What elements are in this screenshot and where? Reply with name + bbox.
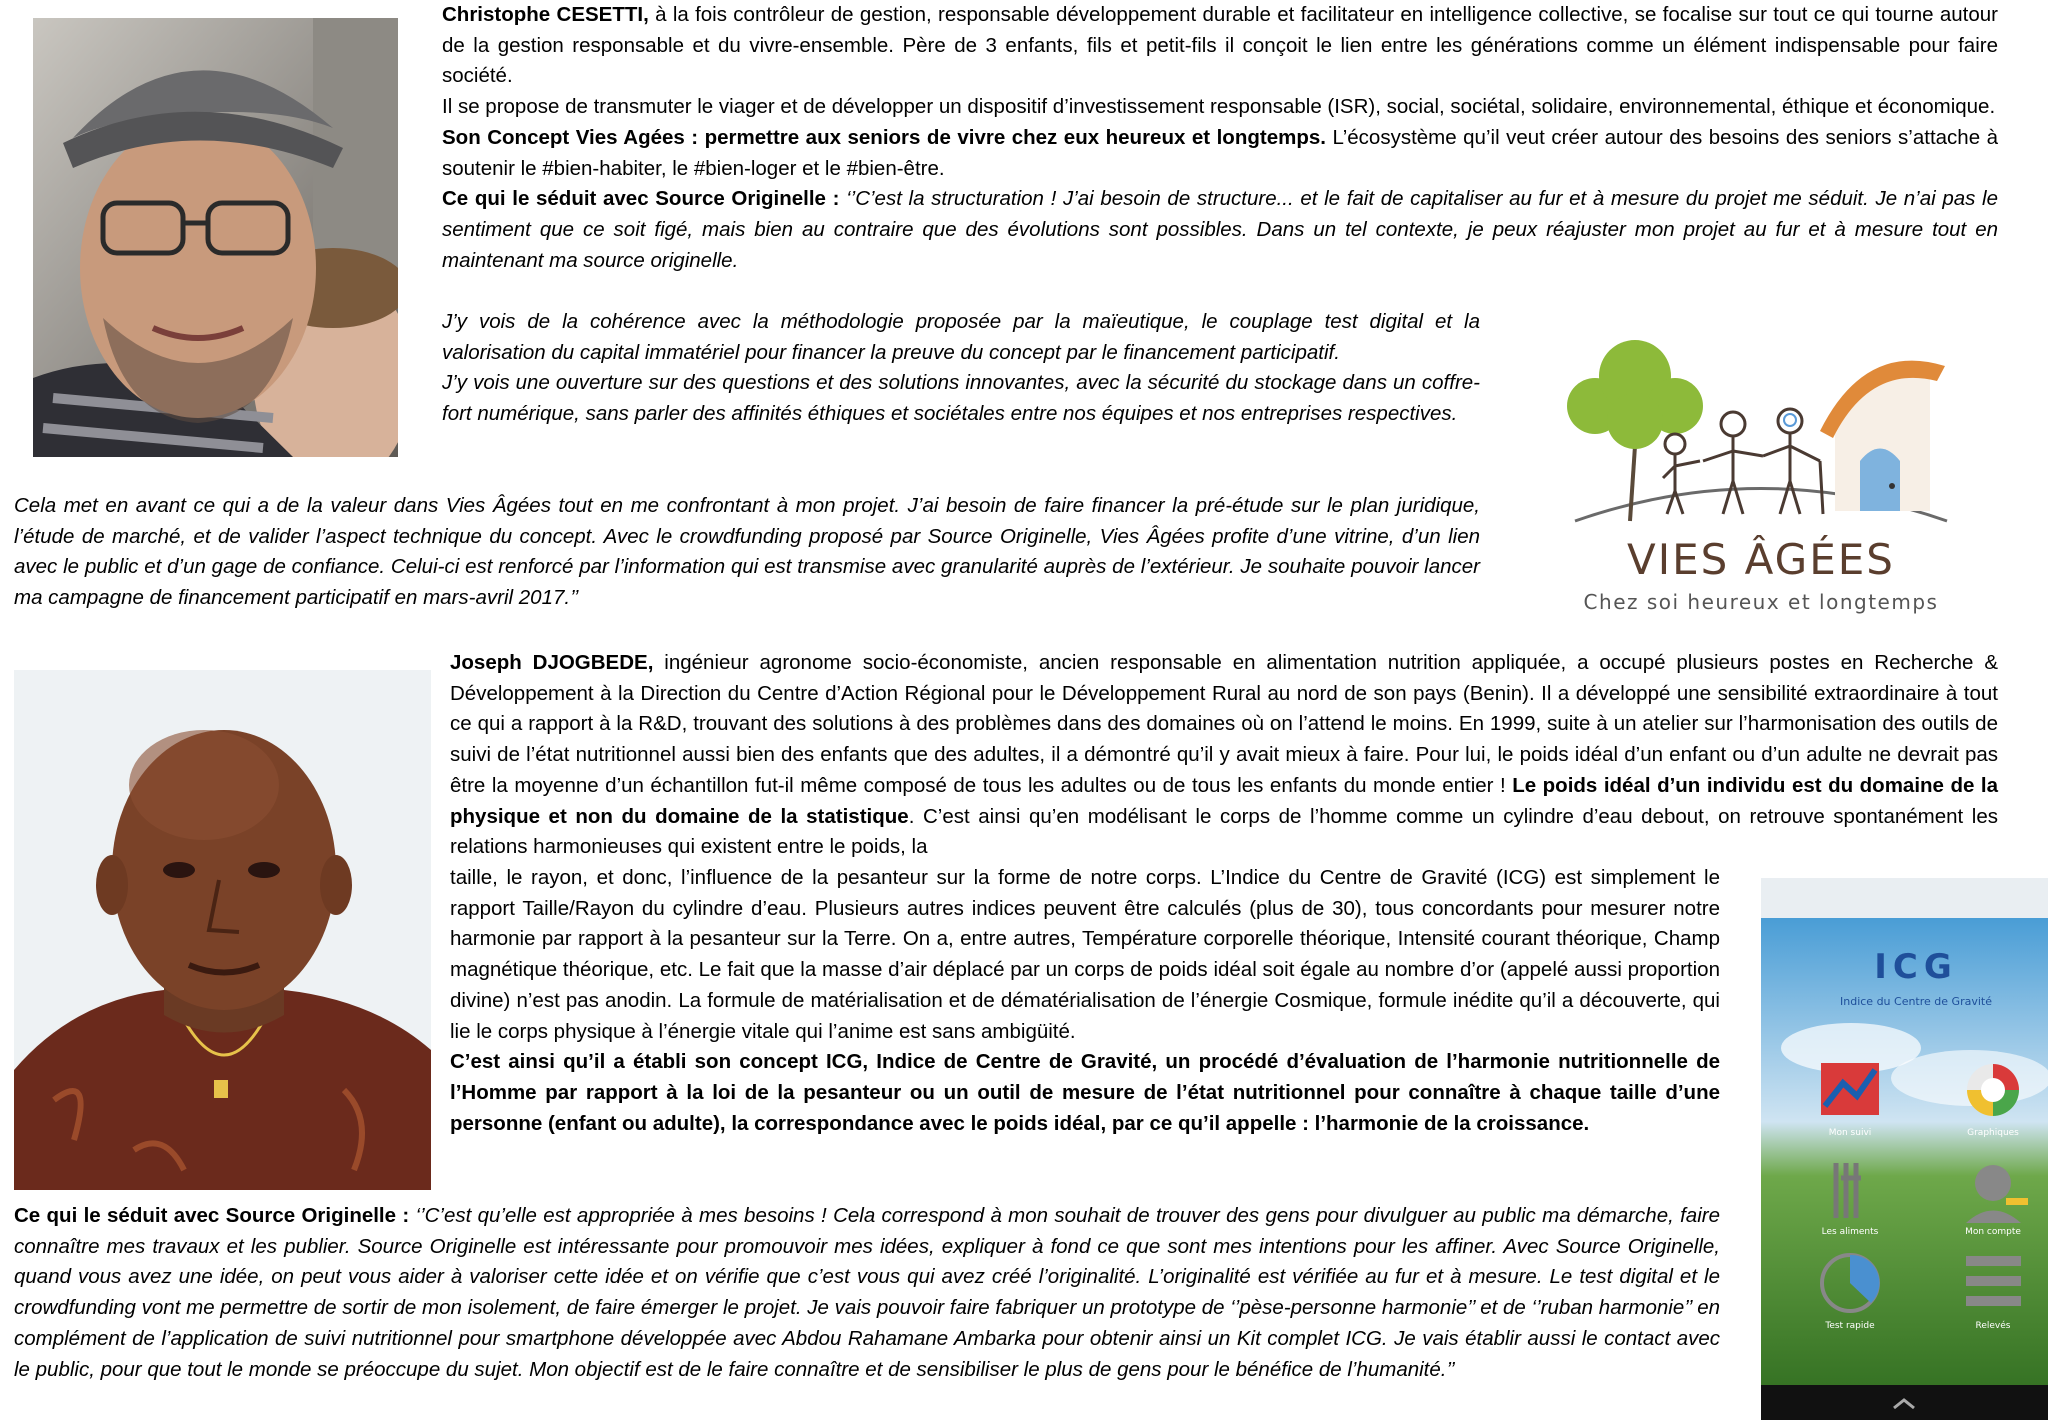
profile1-para2: Il se propose de transmuter le viager et de développer un dispositif d’investissement responsable (ISR), social, sociétal, solidaire, environnemental, éthique et économique. [442, 95, 1996, 119]
profile1-quote4: Cela met en avant ce qui a de la valeur dans Vies Âgées tout en me confrontant à mon projet. J’ai besoin de faire financer la pré-étude sur le plan juridique, l’étude de marché, et de valider l’aspect technique du concept. Avec le crowdfunding proposé par Source Originelle, Vies Âgées profite d’une vitrine, d’un lien avec le public et d’un gage de confiance. Celui-ci est renforcé par l’information qui est transmise avec granularité auprès de l’extérieur. Je souhaite pouvoir lancer ma campagne de financement participatif en mars-avril 2017.’’ [14, 494, 1480, 610]
vies-agees-logo [1535, 296, 1987, 626]
profile1-quotes-mid [442, 307, 1480, 430]
logo-tagline: Chez soi heureux et longtemps [1583, 590, 1939, 614]
app-item-3: Les aliments [1821, 1227, 1879, 1237]
app-item-1: Mon suivi [1828, 1128, 1872, 1138]
photo-joseph-djogbede [14, 670, 431, 1190]
app-title: ICG [1874, 947, 1958, 987]
profile1-concept-rest: L’écosystème qu’il veut créer autour des besoins des seniors s’attache à soutenir le #bien-habiter, le #bien-loger et le #bien-être. [442, 125, 1999, 180]
profile2-intro [450, 648, 1998, 863]
profile2-name: Joseph DJOGBEDE, [450, 651, 654, 674]
profile2-intro-c: taille, le rayon, et donc, l’influence de la pesanteur sur la forme de notre corps. L’Indice du Centre de Gravité (ICG) est simplement le rapport Taille/Rayon du cylindre d’eau. Plusieurs autres indices peuvent être calculés (plus de 30), tous concordants pour mesurer notre harmonie par rapport à la pesanteur sur la Terre. On a, entre autres, Température corporelle théorique, Intensité courant théorique, Champ magnétique théorique, etc. Le fait que la masse d’air déplacé par un corps de poids idéal soit égale au nombre d’or (appelé aussi proportion divine) n’est pas anodin. La formule de matérialisation et de dématérialisation de l’énergie Cosmique, formule inédite qu’il a découverte, qui lie le corps physique à l’énergie vitale qui l’anime est sans ambigüité. [450, 866, 1720, 1043]
profile1-concept-bold: Son Concept Vies Agées : permettre aux seniors de vivre chez eux heureux et longtemps. [442, 125, 1326, 149]
profile2-intro-b: . C’est ainsi qu’en modélisant le corps de l’homme comme un cylindre d’eau debout, on retrouve spontanément les relations harmonieuses qui existent entre le poids, la [450, 804, 1999, 859]
profile1-quote-end [14, 491, 1480, 614]
profile2-intro-bold: Le poids idéal d’un individu est du domaine de la physique et non du domaine de la statistique [450, 773, 1998, 828]
profile2-concept: C’est ainsi qu’il a établi son concept ICG, Indice de Centre de Gravité, un procédé d’évaluation de l’harmonie nutritionnelle de l’Homme par rapport à la loi de la pesanteur ou un outil de mesure de l’état nutritionnel pour connaître à chaque taille d’une personne (enfant ou adulte), la correspondance avec le poids idéal, par ce qu’il appelle : l’harmonie de la croissance. [450, 1050, 1720, 1135]
profile2-intro-a: ingénieur agronome socio-économiste, ancien responsable en alimentation nutrition appliquée, a occupé plusieurs postes en Recherche & Développement à la Direction du Centre d’Action Régional pour le Développement Rural au nord de son pays (Benin). Il a développé une sensibilité extraordinaire à tout ce qui a rapport à la R&D, trouvant des solutions à des problèmes dans des domaines où on l’attend le moins. En 1999, suite à un atelier sur l’harmonisation des outils de suivi de l’état nutritionnel aussi bien des enfants que des adultes, il a démontré qu’il y avait mieux à faire. Pour lui, le poids idéal d’un enfant ou d’un adulte ne devrait pas être la moyenne d’un échantillon fut-il même composé de tous les adultes ou de tous les enfants du monde entier ! [450, 651, 1998, 797]
icg-app-screenshot [1761, 878, 2048, 1420]
profile1-name: Christophe CESETTI, [442, 3, 649, 26]
photo-christophe-cesetti [33, 18, 398, 457]
profile1-intro-text: à la fois contrôleur de gestion, responsable développement durable et facilitateur en intelligence collective, se focalise sur tout ce qui tourne autour de la gestion responsable et du vivre-ensemble. Père de 3 enfants, fils et petit-fils il conçoit le lien entre les générations comme un élément indispensable pour faire société. [442, 3, 1998, 88]
app-subtitle: Indice du Centre de Gravité [1840, 995, 1992, 1008]
profile1-quote1: ‘’C’est la structuration ! J’ai besoin de structure... et le fait de capitaliser au fur et à mesure du projet me séduit. Je n’ai pas le sentiment que ce soit figé, mais bien au contraire que des évolutions sont possibles. Dans un tel contexte, je peux réajuster mon projet au fur et à mesure tout en maintenant ma source originelle. [442, 187, 1998, 272]
profile1-seduit-label: Ce qui le séduit avec Source Originelle : [442, 187, 840, 211]
profile1-intro [442, 0, 1998, 276]
profile2-body [450, 863, 1720, 1139]
app-item-5: Test rapide [1825, 1321, 1875, 1331]
profile2-quote: ‘’C’est qu’elle est appropriée à mes besoins ! Cela correspond à mon souhait de trouver des gens pour divulguer au public ma démarche, faire connaître mes travaux et les publier. Source Originelle est intéressante pour promouvoir mes idées, expliquer à fond ce que sont mes intentions pour les affiner. Avec Source Originelle, quand vous avez une idée, on peut vous aider à valoriser cette idée et on vérifie que c’est vous qui avez créé l’originalité. L’originalité est vérifiée au fur et à mesure. Le test digital et le crowdfunding vont me permettre de sortir de mon isolement, de faire émerger le projet. Je vais pouvoir faire fabriquer un prototype de ‘’pèse-personne harmonie’’ et de ‘’ruban harmonie’’ en complément de l’application de suivi nutritionnel pour smartphone développée avec Abdou Rahamane Ambarka pour obtenir ainsi un Kit complet ICG. Je vais établir aussi le contact avec le public, pour que tout le monde se préoccupe du sujet. Mon objectif est de le faire connaître et de sensibiliser le plus de gens pour le bénéfice de l’humanité.’’ [14, 1204, 1720, 1381]
profile2-seduit-label: Ce qui le séduit avec Source Originelle : [14, 1204, 410, 1227]
profile1-quote2: J’y vois de la cohérence avec la méthodologie proposée par la maïeutique, le couplage test digital et la valorisation du capital immatériel pour financer la preuve du concept par le financement participatif. [442, 310, 1480, 364]
profile2-quote-block [14, 1201, 1720, 1385]
app-item-2: Graphiques [1967, 1128, 2019, 1138]
logo-title: VIES ÂGÉES [1627, 535, 1895, 584]
profile1-quote3: J’y vois une ouverture sur des questions et des solutions innovantes, avec la sécurité du stockage dans un coffre-fort numérique, sans parler des affinités éthiques et sociétales entre nos équipes et nos entreprises respectives. [442, 371, 1480, 426]
app-item-4: Mon compte [1965, 1227, 2021, 1237]
app-item-6: Relevés [1975, 1321, 2011, 1331]
